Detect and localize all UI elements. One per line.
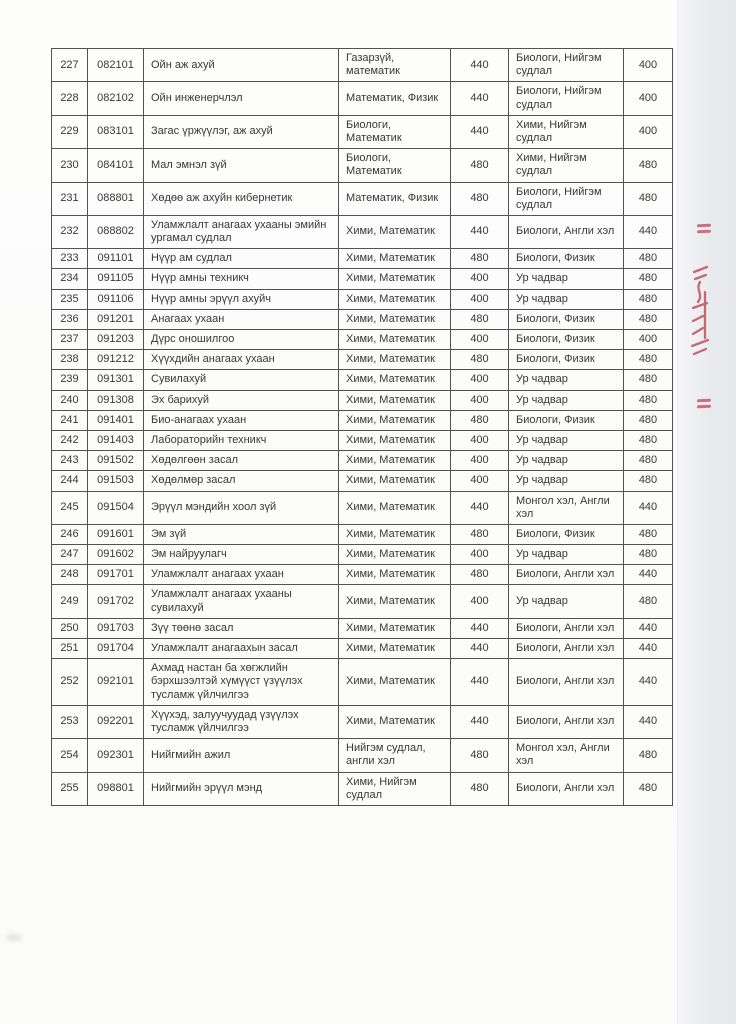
program-code-cell: 092201	[88, 705, 144, 738]
row-number-cell: 251	[52, 639, 88, 659]
threshold-primary-cell: 440	[451, 82, 509, 115]
table-row	[52, 269, 673, 289]
program-code-cell: 092301	[88, 739, 144, 772]
program-code-cell: 091502	[88, 451, 144, 471]
exam-subjects-secondary-cell: Ур чадвар	[509, 471, 624, 491]
table-row	[52, 49, 673, 82]
exam-subjects-primary-cell: Биологи, Математик	[339, 115, 451, 148]
program-code-cell: 091212	[88, 350, 144, 370]
threshold-primary-cell: 400	[451, 471, 509, 491]
threshold-secondary-cell: 480	[624, 249, 673, 269]
exam-subjects-primary-cell: Нийгэм судлал, англи хэл	[339, 739, 451, 772]
admissions-table-body	[52, 49, 673, 806]
threshold-primary-cell: 480	[451, 249, 509, 269]
row-number-cell: 250	[52, 618, 88, 638]
table-row	[52, 618, 673, 638]
exam-subjects-primary-cell: Хими, Математик	[339, 705, 451, 738]
row-number-cell: 231	[52, 182, 88, 215]
exam-subjects-secondary-cell: Биологи, Физик	[509, 524, 624, 544]
threshold-primary-cell: 440	[451, 115, 509, 148]
threshold-secondary-cell: 480	[624, 739, 673, 772]
exam-subjects-secondary-cell: Биологи, Нийгэм судлал	[509, 182, 624, 215]
row-number-cell: 240	[52, 390, 88, 410]
table-row	[52, 350, 673, 370]
program-code-cell: 091403	[88, 430, 144, 450]
exam-subjects-secondary-cell: Ур чадвар	[509, 289, 624, 309]
program-code-cell: 091703	[88, 618, 144, 638]
threshold-primary-cell: 400	[451, 269, 509, 289]
threshold-secondary-cell: 400	[624, 115, 673, 148]
threshold-secondary-cell: 440	[624, 565, 673, 585]
row-number-cell: 249	[52, 585, 88, 618]
row-number-cell: 248	[52, 565, 88, 585]
row-number-cell: 234	[52, 269, 88, 289]
exam-subjects-primary-cell: Хими, Математик	[339, 269, 451, 289]
table-row	[52, 370, 673, 390]
admission-scores-table	[51, 48, 673, 806]
exam-subjects-secondary-cell: Хими, Нийгэм судлал	[509, 115, 624, 148]
threshold-primary-cell: 480	[451, 524, 509, 544]
table-row	[52, 739, 673, 772]
exam-subjects-secondary-cell: Ур чадвар	[509, 545, 624, 565]
program-name-cell: Нийгмийн эрүүл мэнд	[144, 772, 339, 805]
program-code-cell: 083101	[88, 115, 144, 148]
exam-subjects-primary-cell: Хими, Математик	[339, 309, 451, 329]
threshold-primary-cell: 480	[451, 309, 509, 329]
exam-subjects-primary-cell: Хими, Математик	[339, 471, 451, 491]
program-code-cell: 091504	[88, 491, 144, 524]
program-name-cell: Хөдөлмөр засал	[144, 471, 339, 491]
exam-subjects-secondary-cell: Ур чадвар	[509, 390, 624, 410]
threshold-secondary-cell: 400	[624, 49, 673, 82]
row-number-cell: 243	[52, 451, 88, 471]
table-row	[52, 289, 673, 309]
exam-subjects-primary-cell: Хими, Математик	[339, 451, 451, 471]
row-number-cell: 232	[52, 215, 88, 248]
threshold-primary-cell: 440	[451, 49, 509, 82]
threshold-secondary-cell: 480	[624, 524, 673, 544]
exam-subjects-primary-cell: Хими, Математик	[339, 545, 451, 565]
exam-subjects-primary-cell: Хими, Математик	[339, 491, 451, 524]
threshold-secondary-cell: 400	[624, 330, 673, 350]
exam-subjects-secondary-cell: Монгол хэл, Англи хэл	[509, 491, 624, 524]
program-code-cell: 091203	[88, 330, 144, 350]
program-name-cell: Уламжлалт анагаахын засал	[144, 639, 339, 659]
threshold-secondary-cell: 480	[624, 390, 673, 410]
row-number-cell: 247	[52, 545, 88, 565]
table-row	[52, 430, 673, 450]
threshold-secondary-cell: 480	[624, 350, 673, 370]
exam-subjects-secondary-cell: Биологи, Англи хэл	[509, 705, 624, 738]
program-name-cell: Эрүүл мэндийн хоол зүй	[144, 491, 339, 524]
row-number-cell: 255	[52, 772, 88, 805]
exam-subjects-primary-cell: Хими, Математик	[339, 215, 451, 248]
exam-subjects-secondary-cell: Биологи, Англи хэл	[509, 659, 624, 706]
row-number-cell: 237	[52, 330, 88, 350]
threshold-secondary-cell: 480	[624, 585, 673, 618]
threshold-secondary-cell: 400	[624, 82, 673, 115]
program-name-cell: Лабораторийн техникч	[144, 430, 339, 450]
program-name-cell: Уламжлалт анагаах ухааны эмийн ургамал судлал	[144, 215, 339, 248]
exam-subjects-secondary-cell: Ур чадвар	[509, 451, 624, 471]
table-row	[52, 639, 673, 659]
row-number-cell: 254	[52, 739, 88, 772]
program-code-cell: 091301	[88, 370, 144, 390]
threshold-secondary-cell: 440	[624, 639, 673, 659]
threshold-secondary-cell: 480	[624, 182, 673, 215]
row-number-cell: 228	[52, 82, 88, 115]
table-row	[52, 471, 673, 491]
exam-subjects-secondary-cell: Ур чадвар	[509, 269, 624, 289]
row-number-cell: 227	[52, 49, 88, 82]
program-code-cell: 091308	[88, 390, 144, 410]
row-number-cell: 246	[52, 524, 88, 544]
threshold-primary-cell: 400	[451, 451, 509, 471]
exam-subjects-primary-cell: Хими, Математик	[339, 524, 451, 544]
exam-subjects-secondary-cell: Ур чадвар	[509, 430, 624, 450]
exam-subjects-secondary-cell: Биологи, Физик	[509, 330, 624, 350]
page-edge-shadow	[677, 0, 736, 1024]
red-bleed-mark-bottom-icon	[697, 399, 711, 411]
threshold-secondary-cell: 440	[624, 618, 673, 638]
program-name-cell: Зүү төөнө засал	[144, 618, 339, 638]
threshold-secondary-cell: 480	[624, 410, 673, 430]
program-name-cell: Сувилахуй	[144, 370, 339, 390]
program-name-cell: Ойн инженерчлэл	[144, 82, 339, 115]
threshold-primary-cell: 480	[451, 565, 509, 585]
program-code-cell: 091503	[88, 471, 144, 491]
threshold-secondary-cell: 480	[624, 370, 673, 390]
exam-subjects-primary-cell: Биологи, Математик	[339, 149, 451, 182]
threshold-secondary-cell: 480	[624, 471, 673, 491]
table-row	[52, 659, 673, 706]
table-row	[52, 149, 673, 182]
exam-subjects-secondary-cell: Биологи, Англи хэл	[509, 565, 624, 585]
exam-subjects-secondary-cell: Биологи, Физик	[509, 249, 624, 269]
table-row	[52, 249, 673, 269]
threshold-primary-cell: 400	[451, 289, 509, 309]
threshold-secondary-cell: 440	[624, 491, 673, 524]
row-number-cell: 235	[52, 289, 88, 309]
table-row	[52, 772, 673, 805]
table-row	[52, 410, 673, 430]
program-code-cell: 088802	[88, 215, 144, 248]
table-row	[52, 309, 673, 329]
threshold-primary-cell: 440	[451, 491, 509, 524]
program-code-cell: 091101	[88, 249, 144, 269]
table-row	[52, 115, 673, 148]
table-row	[52, 524, 673, 544]
threshold-secondary-cell: 480	[624, 451, 673, 471]
exam-subjects-secondary-cell: Биологи, Англи хэл	[509, 618, 624, 638]
threshold-secondary-cell: 480	[624, 149, 673, 182]
program-name-cell: Уламжлалт анагаах ухааны сувилахуй	[144, 585, 339, 618]
exam-subjects-primary-cell: Хими, Математик	[339, 430, 451, 450]
exam-subjects-primary-cell: Математик, Физик	[339, 182, 451, 215]
exam-subjects-secondary-cell: Биологи, Физик	[509, 350, 624, 370]
exam-subjects-primary-cell: Хими, Математик	[339, 249, 451, 269]
program-code-cell: 091105	[88, 269, 144, 289]
exam-subjects-primary-cell: Хими, Математик	[339, 390, 451, 410]
table-row	[52, 215, 673, 248]
threshold-secondary-cell: 480	[624, 430, 673, 450]
threshold-primary-cell: 440	[451, 659, 509, 706]
row-number-cell: 239	[52, 370, 88, 390]
program-name-cell: Нүүр амны техникч	[144, 269, 339, 289]
exam-subjects-secondary-cell: Биологи, Нийгэм судлал	[509, 82, 624, 115]
table-row	[52, 545, 673, 565]
program-name-cell: Хүүхэд, залуучуудад үзүүлэх тусламж үйлчилгээ	[144, 705, 339, 738]
exam-subjects-secondary-cell: Ур чадвар	[509, 585, 624, 618]
threshold-primary-cell: 440	[451, 618, 509, 638]
threshold-primary-cell: 480	[451, 739, 509, 772]
program-name-cell: Эх барихуй	[144, 390, 339, 410]
threshold-primary-cell: 400	[451, 430, 509, 450]
red-bleed-mark-top-icon	[697, 224, 711, 236]
program-name-cell: Мал эмнэл зүй	[144, 149, 339, 182]
row-number-cell: 245	[52, 491, 88, 524]
program-name-cell: Ойн аж ахуй	[144, 49, 339, 82]
threshold-primary-cell: 440	[451, 215, 509, 248]
threshold-primary-cell: 480	[451, 350, 509, 370]
exam-subjects-primary-cell: Хими, Математик	[339, 410, 451, 430]
program-name-cell: Дүрс оношилгоо	[144, 330, 339, 350]
program-code-cell: 082101	[88, 49, 144, 82]
program-code-cell: 092101	[88, 659, 144, 706]
table-row	[52, 585, 673, 618]
table-row	[52, 451, 673, 471]
program-name-cell: Нүүр ам судлал	[144, 249, 339, 269]
threshold-primary-cell: 440	[451, 705, 509, 738]
red-stamp-squiggle-icon	[688, 264, 714, 365]
threshold-secondary-cell: 440	[624, 705, 673, 738]
program-code-cell: 084101	[88, 149, 144, 182]
threshold-secondary-cell: 440	[624, 659, 673, 706]
threshold-secondary-cell: 480	[624, 269, 673, 289]
program-name-cell: Эм зүй	[144, 524, 339, 544]
threshold-primary-cell: 400	[451, 585, 509, 618]
row-number-cell: 241	[52, 410, 88, 430]
threshold-primary-cell: 480	[451, 182, 509, 215]
threshold-primary-cell: 480	[451, 149, 509, 182]
program-name-cell: Хүүхдийн анагаах ухаан	[144, 350, 339, 370]
threshold-primary-cell: 400	[451, 370, 509, 390]
program-name-cell: Нийгмийн ажил	[144, 739, 339, 772]
program-code-cell: 082102	[88, 82, 144, 115]
threshold-secondary-cell: 480	[624, 545, 673, 565]
exam-subjects-primary-cell: Хими, Математик	[339, 350, 451, 370]
program-code-cell: 091401	[88, 410, 144, 430]
table-row	[52, 330, 673, 350]
threshold-secondary-cell: 480	[624, 309, 673, 329]
program-name-cell: Анагаах ухаан	[144, 309, 339, 329]
scan-smudge	[6, 934, 22, 941]
exam-subjects-secondary-cell: Биологи, Физик	[509, 309, 624, 329]
exam-subjects-secondary-cell: Монгол хэл, Англи хэл	[509, 739, 624, 772]
exam-subjects-secondary-cell: Биологи, Нийгэм судлал	[509, 49, 624, 82]
program-name-cell: Био-анагаах ухаан	[144, 410, 339, 430]
threshold-secondary-cell: 440	[624, 215, 673, 248]
table-row	[52, 82, 673, 115]
row-number-cell: 236	[52, 309, 88, 329]
row-number-cell: 244	[52, 471, 88, 491]
program-name-cell: Нүүр амны эрүүл ахуйч	[144, 289, 339, 309]
program-name-cell: Хөдөө аж ахуйн кибернетик	[144, 182, 339, 215]
row-number-cell: 229	[52, 115, 88, 148]
row-number-cell: 253	[52, 705, 88, 738]
threshold-primary-cell: 400	[451, 545, 509, 565]
program-code-cell: 091106	[88, 289, 144, 309]
table-row	[52, 491, 673, 524]
row-number-cell: 230	[52, 149, 88, 182]
table-row	[52, 705, 673, 738]
row-number-cell: 242	[52, 430, 88, 450]
program-name-cell: Уламжлалт анагаах ухаан	[144, 565, 339, 585]
program-code-cell: 098801	[88, 772, 144, 805]
threshold-primary-cell: 480	[451, 410, 509, 430]
exam-subjects-primary-cell: Хими, Математик	[339, 639, 451, 659]
program-name-cell: Ахмад настан ба хөгжлийн бэрхшээлтэй хүмүүст үзүүлэх тусламж үйлчилгээ	[144, 659, 339, 706]
exam-subjects-primary-cell: Хими, Математик	[339, 585, 451, 618]
exam-subjects-primary-cell: Хими, Математик	[339, 618, 451, 638]
exam-subjects-secondary-cell: Хими, Нийгэм судлал	[509, 149, 624, 182]
threshold-primary-cell: 400	[451, 330, 509, 350]
threshold-primary-cell: 400	[451, 390, 509, 410]
program-code-cell: 091702	[88, 585, 144, 618]
exam-subjects-primary-cell: Хими, Математик	[339, 330, 451, 350]
program-name-cell: Загас үржүүлэг, аж ахуй	[144, 115, 339, 148]
exam-subjects-primary-cell: Хими, Нийгэм судлал	[339, 772, 451, 805]
exam-subjects-primary-cell: Математик, Физик	[339, 82, 451, 115]
exam-subjects-primary-cell: Хими, Математик	[339, 370, 451, 390]
exam-subjects-primary-cell: Газарзүй, математик	[339, 49, 451, 82]
row-number-cell: 238	[52, 350, 88, 370]
exam-subjects-secondary-cell: Ур чадвар	[509, 370, 624, 390]
exam-subjects-secondary-cell: Биологи, Англи хэл	[509, 215, 624, 248]
exam-subjects-secondary-cell: Биологи, Англи хэл	[509, 639, 624, 659]
row-number-cell: 252	[52, 659, 88, 706]
table-row	[52, 182, 673, 215]
exam-subjects-primary-cell: Хими, Математик	[339, 659, 451, 706]
threshold-primary-cell: 480	[451, 772, 509, 805]
table-row	[52, 390, 673, 410]
exam-subjects-secondary-cell: Биологи, Англи хэл	[509, 772, 624, 805]
program-code-cell: 088801	[88, 182, 144, 215]
program-code-cell: 091704	[88, 639, 144, 659]
threshold-secondary-cell: 480	[624, 289, 673, 309]
threshold-secondary-cell: 480	[624, 772, 673, 805]
exam-subjects-secondary-cell: Биологи, Физик	[509, 410, 624, 430]
program-code-cell: 091701	[88, 565, 144, 585]
exam-subjects-primary-cell: Хими, Математик	[339, 289, 451, 309]
row-number-cell: 233	[52, 249, 88, 269]
program-code-cell: 091601	[88, 524, 144, 544]
program-name-cell: Хөдөлгөөн засал	[144, 451, 339, 471]
program-name-cell: Эм найруулагч	[144, 545, 339, 565]
program-code-cell: 091201	[88, 309, 144, 329]
exam-subjects-primary-cell: Хими, Математик	[339, 565, 451, 585]
threshold-primary-cell: 440	[451, 639, 509, 659]
table-row	[52, 565, 673, 585]
program-code-cell: 091602	[88, 545, 144, 565]
